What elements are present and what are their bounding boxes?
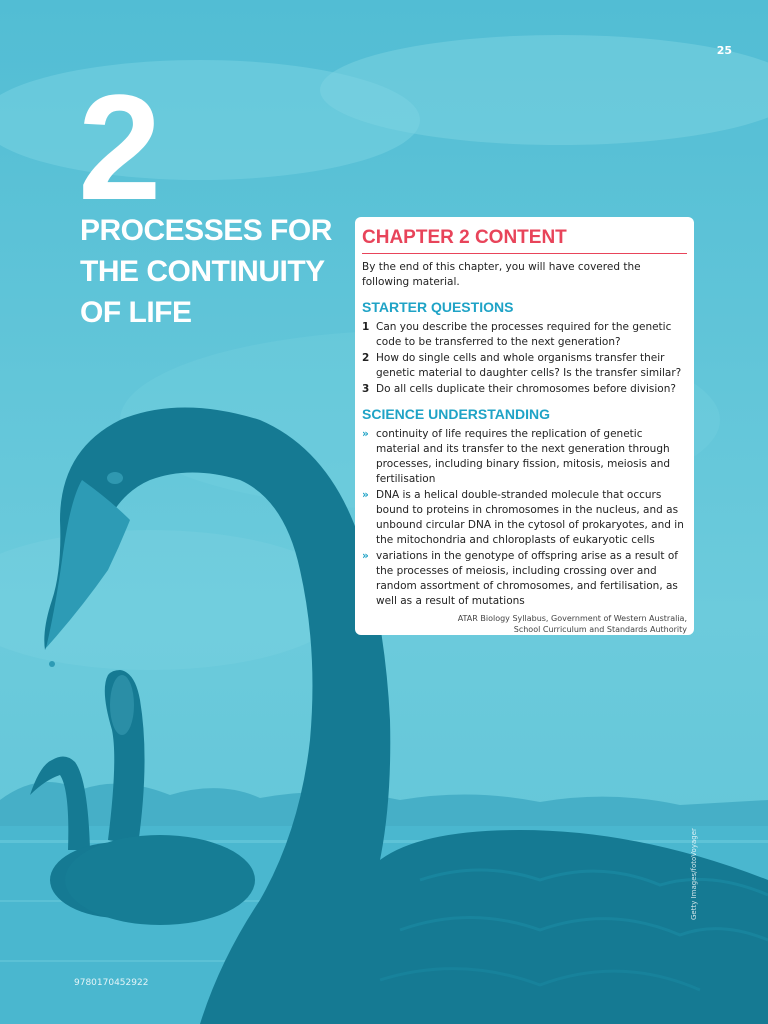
chapter-title-line: OF LIFE: [80, 296, 192, 329]
starter-questions-list: [362, 320, 687, 397]
chapter-title-line: PROCESSES FOR: [80, 214, 332, 247]
starter-questions-heading: STARTER QUESTIONS: [362, 299, 514, 315]
question-number: 3: [362, 383, 370, 395]
isbn: 9780170452922: [74, 978, 149, 988]
science-understanding-list: [362, 427, 687, 609]
chapter-title: [80, 210, 350, 333]
question-text: How do single cells and whole organisms transfer their genetic material to daughter cells? Is the transfer similar?: [376, 352, 682, 379]
content-intro: By the end of this chapter, you will have covered the following material.: [362, 261, 641, 288]
science-item: [362, 549, 687, 609]
page-number: 25: [716, 44, 732, 57]
science-item-text: DNA is a helical double-stranded molecule that occurs bound to proteins in chromosomes in the nucleus, and as unbound circular DNA in the cytosol of prokaryotes, and in the mitochondria and chloroplasts of eukaryotic cells: [376, 489, 684, 546]
question-number: 2: [362, 352, 370, 364]
syllabus-source: [362, 613, 687, 635]
source-line: School Curriculum and Standards Authority: [513, 625, 687, 634]
content-box-title: CHAPTER 2 CONTENT: [362, 227, 687, 254]
starter-question: [362, 320, 687, 350]
starter-question: [362, 382, 687, 397]
question-text: Do all cells duplicate their chromosomes before division?: [376, 383, 676, 395]
chevron-bullet-icon: »: [362, 550, 369, 562]
question-text: Can you describe the processes required for the genetic code to be transferred to the next generation?: [376, 321, 672, 348]
science-item: [362, 427, 687, 487]
question-number: 1: [362, 321, 370, 333]
chapter-title-line: THE CONTINUITY: [80, 255, 325, 288]
chevron-bullet-icon: »: [362, 489, 369, 501]
science-item: [362, 488, 687, 548]
science-understanding-heading: SCIENCE UNDERSTANDING: [362, 406, 550, 422]
chapter-number: 2: [78, 63, 162, 231]
starter-question: [362, 351, 687, 381]
source-line: ATAR Biology Syllabus, Government of Western Australia,: [457, 614, 687, 623]
chapter-content-box: [355, 217, 694, 635]
science-item-text: continuity of life requires the replication of genetic material and its transfer to the next generation through processes, including binary fission, mitosis, meiosis and fertilisation: [376, 428, 671, 485]
photo-credit: Getty Images/fotoVoyager: [690, 828, 698, 920]
science-item-text: variations in the genotype of offspring arise as a result of the processes of meiosis, including crossing over and random assortment of chromosomes, and fertilisation, as well as a result of mutations: [376, 550, 678, 607]
chevron-bullet-icon: »: [362, 428, 369, 440]
